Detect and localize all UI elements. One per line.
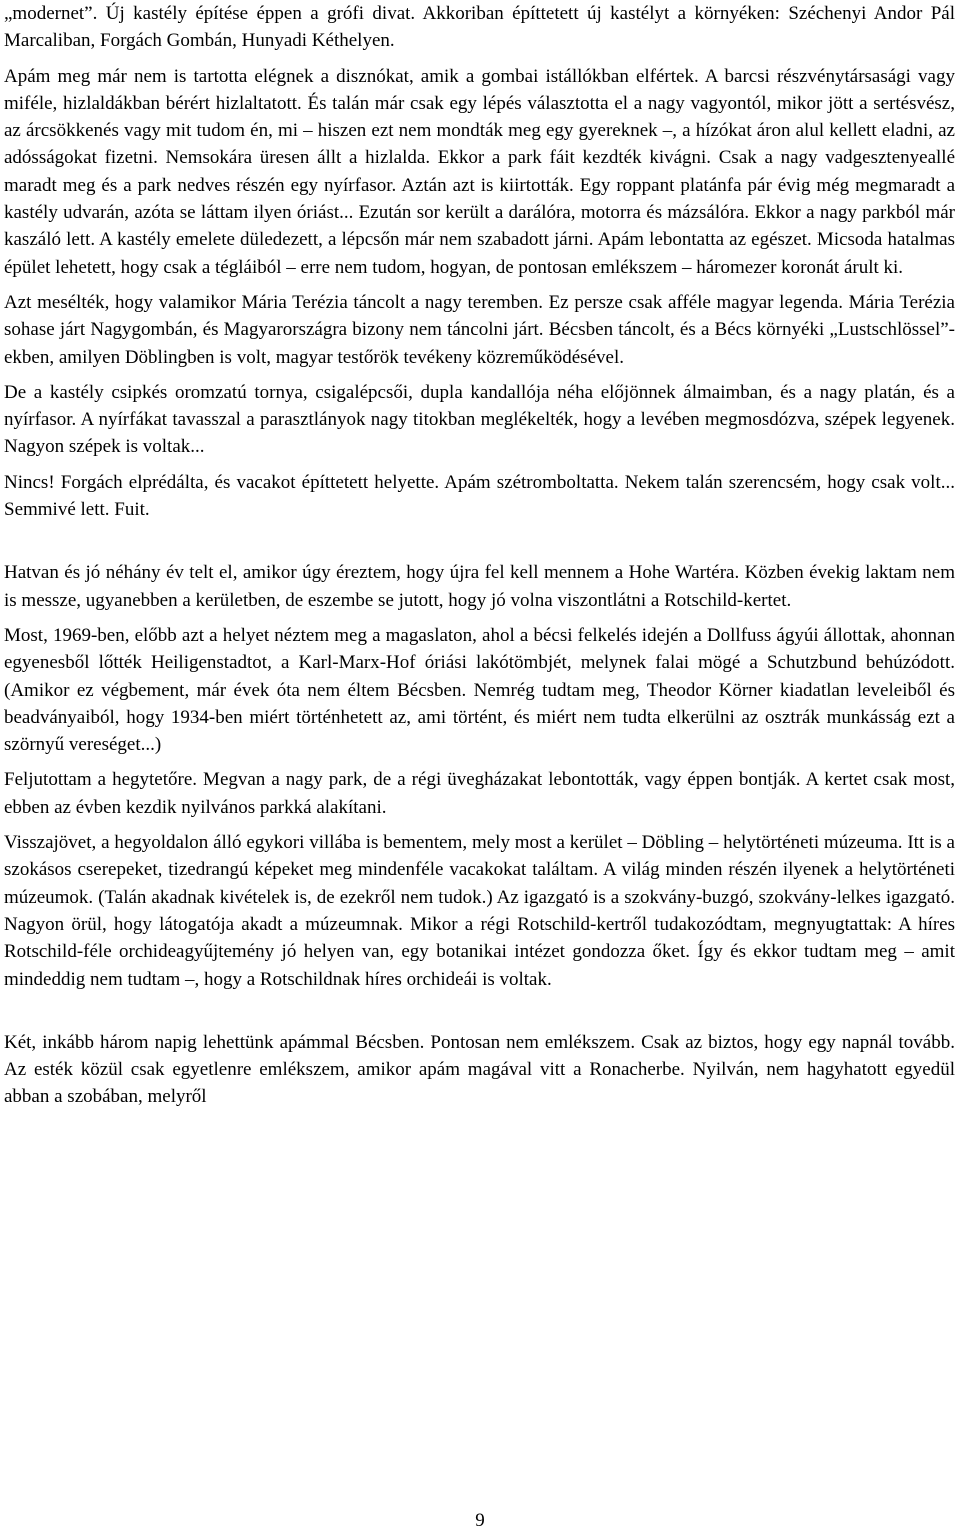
page-number: 9 [475,1510,485,1531]
paragraph-4: De a kastély csipkés oromzatú tornya, csigalépcsői, dupla kandallója néha előjönnek álmaimban, és a nagy platán, és a nyírfasor. A nyírfákat tavasszal a parasztlányok nagy titokban meglékelték, hogy a levében megmosdózva, szépek legyenek. Nagyon szépek is voltak... [4,381,955,458]
paragraph-8: Feljutottam a hegytetőre. Megvan a nagy park, de a régi üvegházakat lebontották, vagy éppen bontják. A kertet csak most, ebben az évben kezdik nyilvános parkká alakítani. [4,769,955,818]
paragraph-1: „modernet”. Új kastély építése éppen a grófi divat. Akkoriban építtetett új kastélyt a környéken: Széchenyi Andor Pál Marcaliban, Forgách Gombán, Hunyadi Kéthelyen. [4,3,955,52]
paragraph-2: Apám meg már nem is tartotta elégnek a disznókat, amik a gombai istállókban elfértek. A barcsi részvénytársasági vagy miféle, hizlaldákban bérért hizlaltatott. És talán már csak egy lépés választotta el a nagy vagyontól, mikor jött a sertésvész, az árcsökkenés vagy mit tudom én, mi – hiszen ezt nem mondták meg egy gyereknek –, a hízókat áron alul kellett eladni, az adósságokat fizetni. Nemsokára üresen állt a hizlalda. Ekkor a park fáit kezdték kivágni. Csak a nagy vadgesztenyeallé maradt meg és a park nedves részén egy nyírfasor. Aztán azt is kiirtották. Egy roppant platánfa pár évig még megmaradt a kastély udvarán, azóta se láttam ilyen óriást... Ezután sor került a darálóra, motorra és mázsálóra. Ekkor a nagy parkból már kaszáló lett. A kastély emelete düledezett, a lépcsőn már nem szabadott járni. Apám lebontatta az egészet. Micsoda hatalmas épület lehetett, hogy csak a tégláiból – erre nem tudom, hogyan, de pontosan emlékszem – háromezer koronát árult ki. [4,65,955,278]
paragraph-9: Visszajövet, a hegyoldalon álló egykori villába is bementem, mely most a kerület – Döbling – helytörténeti múzeuma. Itt is a szokásos cserepeket, tizedrangú képeket meg mindenféle vacakokat találtam. A világ minden részén ilyenek a helytörténeti múzeumok. (Talán akadnak kivételek is, de ezekről nem tudok.) Az igazgató is a szokvány-buzgó, szokvány-lelkes igazgató. Nagyon örül, hogy látogatója akadt a múzeumnak. Mikor a régi Rotschild-kertről tudakozódtam, megnyugtattak: A híres Rotschild-féle orchideagyűjtemény jó helyen van, egy botanikai intézet gondozza őket. Így és ekkor tudtam meg – amit mindeddig nem tudtam –, hogy a Rotschildnak híres orchideái is voltak. [4,832,955,990]
paragraph-10: Két, inkább három napig lehettünk apámmal Bécsben. Pontosan nem emlékszem. Csak az biztos, hogy egy napnál tovább. Az esték közül csak egyetlenre emlékszem, amikor apám magával vitt a Ronacherbe. Nyilván, nem hagyhatott egyedül abban a szobában, melyről [4,1031,955,1108]
paragraph-6: Hatvan és jó néhány év telt el, amikor úgy éreztem, hogy újra fel kell mennem a Hohe Wartéra. Közben évekig laktam nem is messze, ugyanebben a kerületben, de eszembe se jutott, hogy jó volna viszontlátni a Rotschild-kertet. [4,562,955,611]
document-page [4,0,955,1119]
paragraph-5: Nincs! Forgách elprédálta, és vacakot építtetett helyette. Apám szétromboltatta. Nekem talán szerencsém, hogy csak volt... Semmivé lett. Fuit. [4,471,955,521]
paragraph-7: Most, 1969-ben, előbb azt a helyet néztem meg a magaslaton, ahol a bécsi felkelés idején a Dollfuss ágyúi állottak, ahonnan egyenesből lőtték Heiligenstadtot, a Karl-Marx-Hof óriási lakótömbjét, melynek falai mögé a Schutzbund behúzódott. (Amikor ez végbement, már évek óta nem éltem Bécsben. Nemrég tudtam meg, Theodor Körner kiadatlan leveleiből és beadványaiból, hogy 1934-ben miért történhetett az, ami történt, és miért nem tudta elkerülni az osztrák munkásság ezt a szörnyű vereséget...) [4,624,955,756]
paragraph-3: Azt mesélték, hogy valamikor Mária Terézia táncolt a nagy teremben. Ez persze csak afféle magyar legenda. Mária Terézia sohase járt Nagygombán, és Magyarországra bizony nem táncolni járt. Bécsben táncolt, és a Bécs környéki „Lustschlössel”-ekben, amilyen Döblingben is volt, magyar testőrök tevékeny közreműködésével. [4,291,955,368]
